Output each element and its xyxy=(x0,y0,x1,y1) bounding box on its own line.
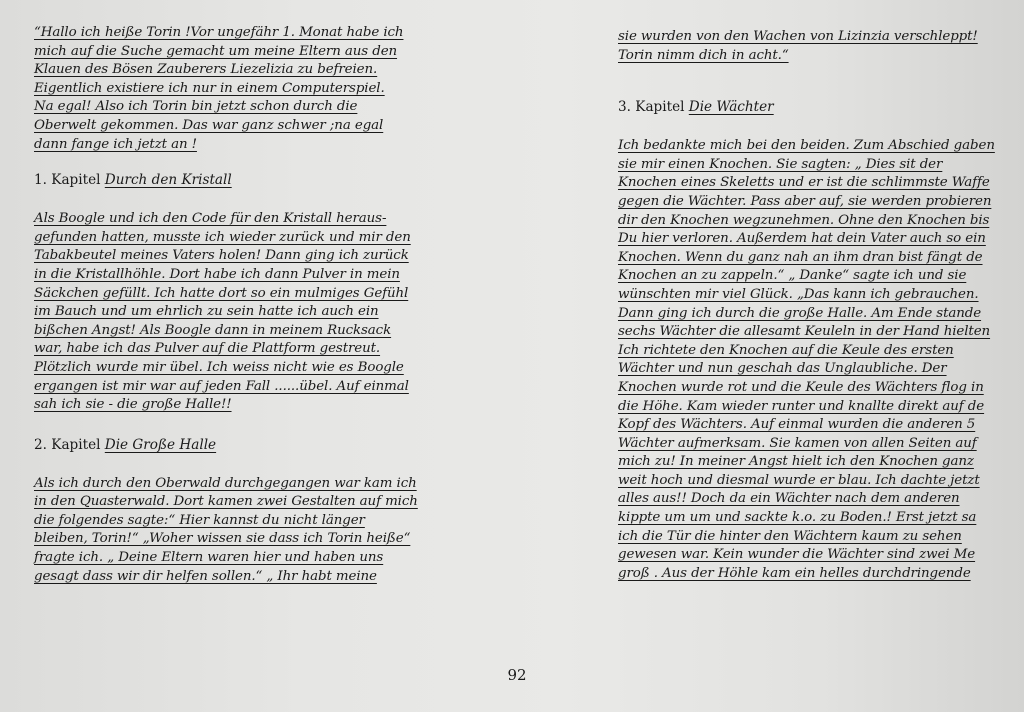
text-line: Als Boogle und ich den Code für den Kristall heraus- xyxy=(34,211,387,227)
chapter-title: Durch den Kristall xyxy=(104,172,232,189)
text-line: Ich bedankte mich bei den beiden. Zum Abschied gaben xyxy=(618,138,995,154)
text-line: wünschten mir viel Glück. „Das kann ich gebrauchen. xyxy=(618,286,979,302)
chapter-title: Die Wächter xyxy=(688,99,774,116)
text-line: ergangen ist mir war auf jeden Fall ......übel. Auf einmal xyxy=(34,378,409,394)
text-line: Knochen wurde rot und die Keule des Wächters flog in xyxy=(618,379,984,395)
text-line: Kopf des Wächters. Auf einmal wurden die anderen 5 xyxy=(618,417,976,433)
chapter-heading-2 xyxy=(34,436,424,454)
text-line: Du hier verloren. Außerdem hat dein Vater auch so ein xyxy=(618,231,986,247)
text-line: dir den Knochen wegzunehmen. Ohne den Knochen bis xyxy=(618,212,990,228)
text-line: bleiben, Torin!“ „Woher wissen sie dass ich Torin heiße“ xyxy=(34,531,411,547)
text-line: Na egal! Also ich Torin bin jetzt schon durch die xyxy=(34,99,358,115)
text-line: Säckchen gefüllt. Ich hatte dort so ein mulmiges Gefühl xyxy=(34,285,409,301)
chapter-label: 2. Kapitel xyxy=(34,436,101,453)
text-line: Oberwelt gekommen. Das war ganz schwer ;na egal xyxy=(34,117,384,133)
text-line: sie mir einen Knochen. Sie sagten: „ Dies sit der xyxy=(618,156,943,172)
text-line: weit hoch und diesmal wurde er blau. Ich dachte jetzt xyxy=(618,472,980,488)
left-column xyxy=(34,24,424,586)
text-line: mich auf die Suche gemacht um meine Eltern aus den xyxy=(34,43,398,59)
text-line: Knochen eines Skeletts und er ist die schlimmste Waffe xyxy=(618,175,990,191)
text-line: groß . Aus der Höhle kam ein helles durchdringende xyxy=(618,565,971,581)
page-number: 92 xyxy=(507,666,527,684)
text-line: gegen die Wächter. Pass aber auf, sie werden probieren xyxy=(618,193,992,209)
text-line: “Hallo ich heiße Torin !Vor ungefähr 1. Monat habe ich xyxy=(34,25,404,40)
text-line: sah ich sie - die große Halle!! xyxy=(34,397,232,413)
text-line: Eigentlich existiere ich nur in einem Computerspiel. xyxy=(34,80,385,96)
text-line: in den Quasterwald. Dort kamen zwei Gestalten auf mich xyxy=(34,494,418,510)
chapter3-paragraph xyxy=(618,137,996,583)
text-line: Knochen an zu zappeln.“ „ Danke“ sagte ich und sie xyxy=(618,268,967,284)
text-line: alles aus!! Doch da ein Wächter nach dem anderen xyxy=(618,491,960,507)
text-line: in die Kristallhöhle. Dort habe ich dann Pulver in mein xyxy=(34,266,400,282)
text-line: gefunden hatten, musste ich wieder zurück und mir den xyxy=(34,229,411,245)
text-line: im Bauch und um ehrlich zu sein hatte ich auch ein xyxy=(34,304,379,320)
text-line: Knochen. Wenn du ganz nah an ihm dran bist fängt de xyxy=(618,249,983,265)
chapter-title: Die Große Halle xyxy=(104,436,217,453)
continuation-paragraph xyxy=(618,28,996,65)
text-line: die Höhe. Kam wieder runter und knallte direkt auf de xyxy=(618,398,985,414)
text-line: ich die Tür die hinter den Wächtern kaum zu sehen xyxy=(618,528,962,544)
text-line: sechs Wächter die allesamt Keuleln in der Hand hielten xyxy=(618,324,991,340)
text-line: fragte ich. „ Deine Eltern waren hier und haben uns xyxy=(34,550,384,566)
text-line: Klauen des Bösen Zauberers Liezelizia zu befreien. xyxy=(34,62,378,78)
text-line: kippte um um und sackte k.o. zu Boden.! Erst jetzt sa xyxy=(618,510,977,526)
text-line: bißchen Angst! Als Boogle dann in meinem Rucksack xyxy=(34,322,392,338)
text-line: gesagt dass wir dir helfen sollen.“ „ Ihr habt meine xyxy=(34,568,377,584)
text-line: Torin nimm dich in acht.“ xyxy=(618,47,789,63)
text-line: Tabakbeutel meines Vaters holen! Dann ging ich zurück xyxy=(34,248,409,264)
text-line: war, habe ich das Pulver auf die Plattform gestreut. xyxy=(34,341,381,357)
right-column xyxy=(618,28,996,583)
text-line: gewesen war. Kein wunder die Wächter sind zwei Me xyxy=(618,547,976,563)
text-line: Wächter aufmerksam. Sie kamen von allen Seiten auf xyxy=(618,435,977,451)
text-line: mich zu! In meiner Angst hielt ich den Knochen ganz xyxy=(618,454,974,470)
text-line: Ich richtete den Knochen auf die Keule des ersten xyxy=(618,342,954,358)
chapter-heading-3 xyxy=(618,98,996,116)
text-line: dann fange ich jetzt an ! xyxy=(34,136,197,152)
chapter-label: 3. Kapitel xyxy=(618,99,685,116)
chapter-label: 1. Kapitel xyxy=(34,172,101,189)
chapter2-paragraph xyxy=(34,475,424,587)
intro-paragraph xyxy=(34,24,424,154)
text-line: Wächter und nun geschah das Unglaubliche. Der xyxy=(618,361,947,377)
text-line: sie wurden von den Wachen von Lizinzia verschleppt! xyxy=(618,29,978,44)
text-line: Dann ging ich durch die große Halle. Am Ende stande xyxy=(618,305,982,321)
chapter1-paragraph xyxy=(34,210,424,415)
text-line: Als ich durch den Oberwald durchgegangen war kam ich xyxy=(34,475,417,491)
chapter-heading-1 xyxy=(34,171,424,189)
text-line: die folgendes sagte:“ Hier kannst du nicht länger xyxy=(34,512,365,528)
text-line: Plötzlich wurde mir übel. Ich weiss nicht wie es Boogle xyxy=(34,359,404,375)
